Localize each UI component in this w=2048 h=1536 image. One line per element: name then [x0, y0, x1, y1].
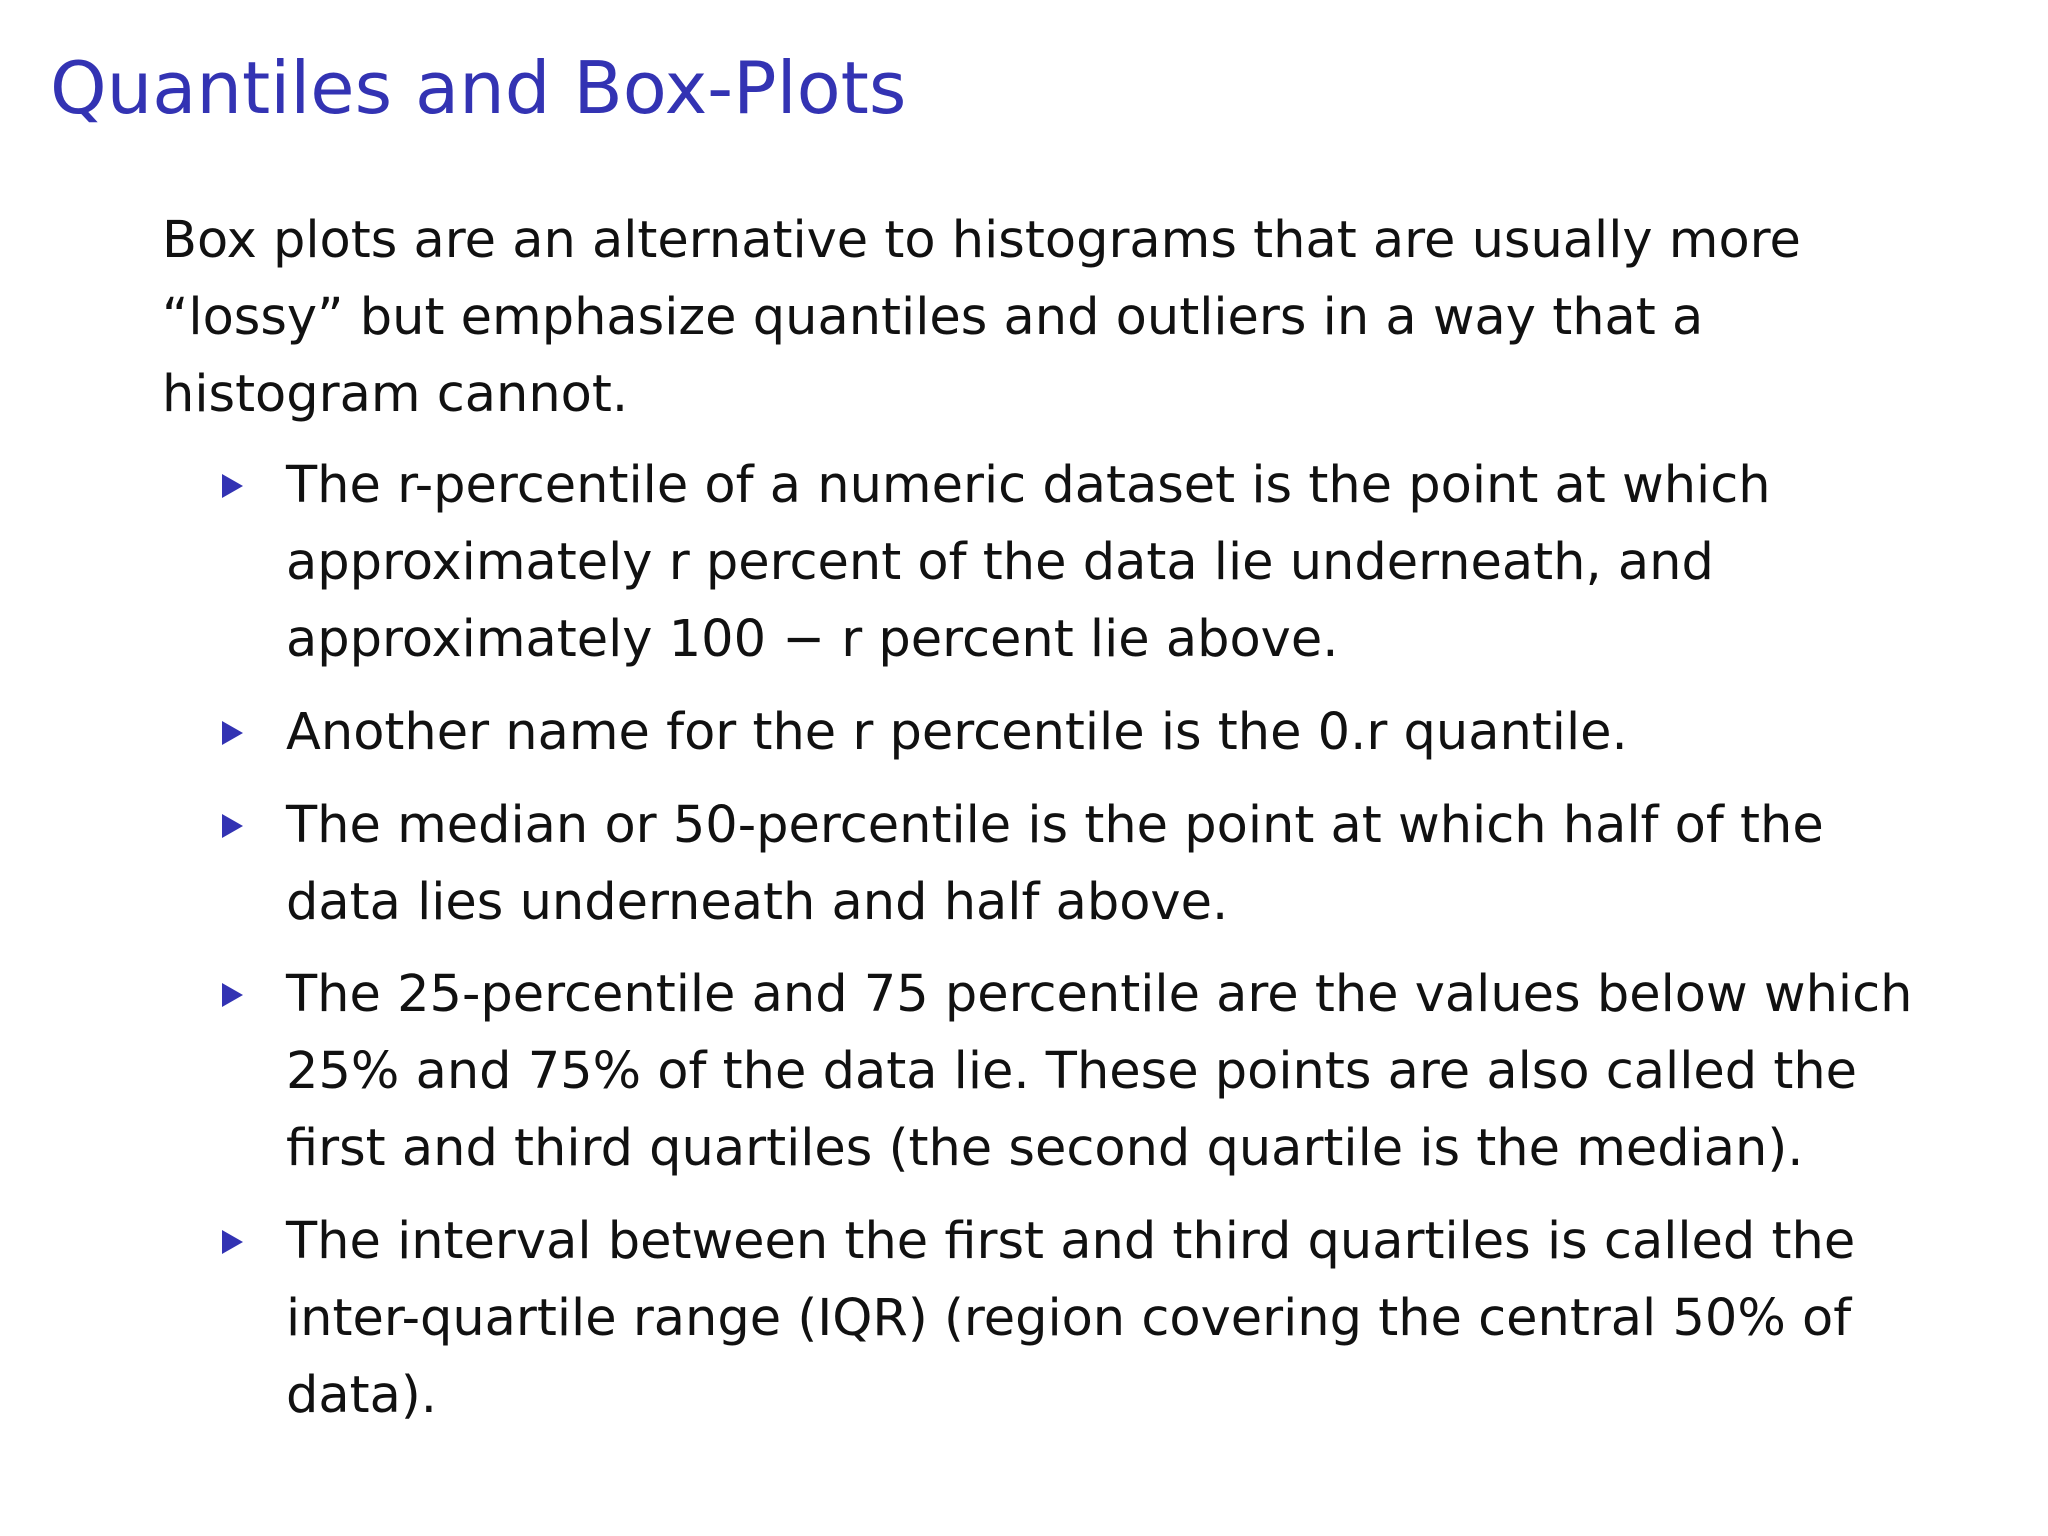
bullet-text: The interval between the first and third quartiles is called the inter-quartile range (IQR) (region covering the central 50% of data).	[286, 1212, 1856, 1425]
bullet-item-quantile-name	[162, 694, 1952, 771]
triangle-right-icon	[222, 1230, 243, 1254]
triangle-right-icon	[222, 721, 243, 745]
triangle-right-icon	[222, 474, 243, 498]
bullet-text: The 25-percentile and 75 percentile are the values below which 25% and 75% of the data lie. These points are also called the first and third quartiles (the second quartile is the median).	[286, 965, 1913, 1178]
bullet-text: The r-percentile of a numeric dataset is the point at which approximately r percent of the data lie underneath, and approximately 100 − r percent lie above.	[286, 456, 1771, 669]
bullet-item-quartiles	[162, 956, 1952, 1187]
bullet-text: The median or 50-percentile is the point at which half of the data lies underneath and half above.	[286, 796, 1824, 932]
triangle-right-icon	[222, 814, 243, 838]
slide-content	[162, 202, 1952, 1450]
bullet-item-iqr	[162, 1203, 1952, 1434]
intro-paragraph: Box plots are an alternative to histograms that are usually more “lossy” but emphasize quantiles and outliers in a way that a histogram cannot.	[162, 211, 1801, 424]
triangle-right-icon	[222, 983, 243, 1007]
slide-title: Quantiles and Box-Plots	[50, 46, 907, 130]
bullet-item-median	[162, 787, 1952, 941]
bullet-item-r-percentile	[162, 447, 1952, 678]
bullet-list	[162, 447, 1952, 1434]
bullet-text: Another name for the r percentile is the 0.r quantile.	[286, 703, 1628, 762]
